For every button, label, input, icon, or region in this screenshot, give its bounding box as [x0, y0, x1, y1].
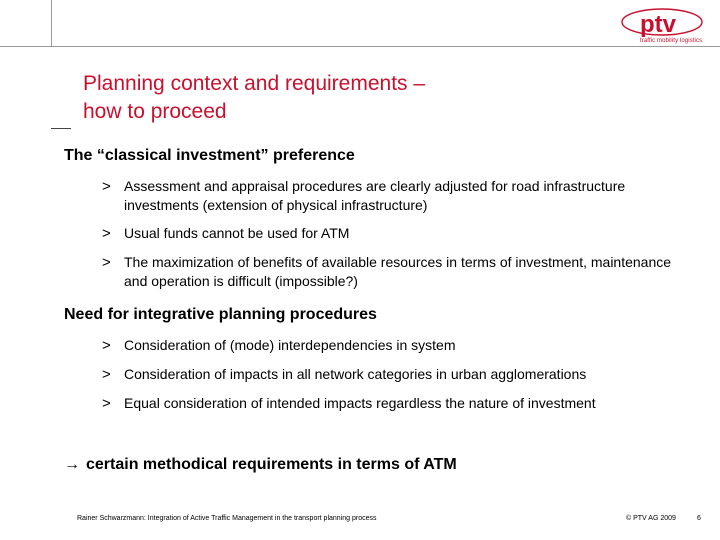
slide-title-line-1: Planning context and requirements – [83, 72, 426, 95]
bullet-item [102, 224, 682, 243]
bullet-text: Usual funds cannot be used for ATM [124, 225, 350, 241]
bullet-text: Consideration of (mode) interdependencies in system [124, 337, 456, 353]
right-arrow-icon: → [64, 456, 80, 473]
bullet-item [102, 253, 682, 291]
logo-tagline: traffic mobility logistics [640, 38, 703, 44]
conclusion-text: certain methodical requirements in terms of ATM [86, 456, 457, 473]
footer-copyright: © PTV AG 2009 [626, 515, 676, 522]
bullet-marker: > [102, 225, 111, 242]
bullet-marker: > [102, 395, 111, 412]
bullet-marker: > [102, 337, 111, 354]
bullet-text: Consideration of impacts in all network categories in urban agglomerations [124, 366, 587, 382]
bullet-marker: > [102, 178, 111, 195]
conclusion-line [64, 456, 457, 474]
bullet-marker: > [102, 366, 111, 383]
section-heading-integrative: Need for integrative planning procedures [64, 306, 377, 323]
header-vertical-rule [51, 0, 52, 46]
slide-title-line-2: how to proceed [83, 100, 227, 123]
section-heading-investment: The “classical investment” preference [64, 147, 355, 164]
footer-page-number: 6 [697, 515, 701, 522]
title-underline-tick [51, 128, 71, 129]
slide-title [83, 70, 513, 126]
bullet-item [102, 177, 682, 215]
bullet-text: The maximization of benefits of available resources in terms of investment, maintenance and operation is difficult (impossible?) [124, 254, 672, 289]
footer-author: Rainer Schwarzmann: Integration of Active Traffic Management in the transport planning process [77, 515, 377, 522]
svg-text:ptv: ptv [640, 11, 676, 38]
bullet-marker: > [102, 254, 111, 271]
bullet-text: Equal consideration of intended impacts regardless the nature of investment [124, 395, 596, 411]
header-horizontal-rule [0, 46, 720, 47]
bullet-item [102, 336, 682, 355]
bullet-item [102, 365, 682, 384]
bullet-item [102, 394, 602, 413]
bullet-text: Assessment and appraisal procedures are clearly adjusted for road infrastructure investments (extension of physical infrastructure) [124, 178, 626, 213]
